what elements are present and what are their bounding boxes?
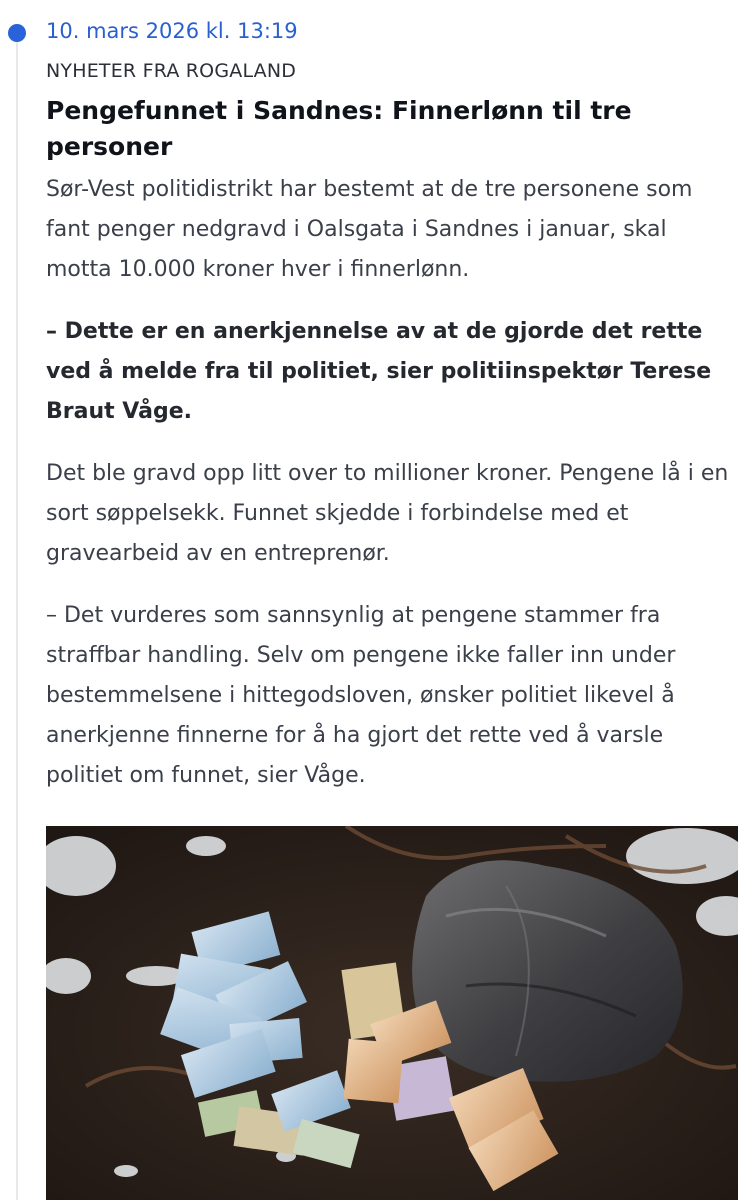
timeline-dot-icon: [8, 24, 26, 42]
article: [46, 56, 736, 796]
post-timestamp[interactable]: 10. mars 2026 kl. 13:19: [46, 19, 298, 43]
category-label: NYHETER FRA ROGALAND: [46, 60, 297, 82]
quote-paragraph: – Dette er en anerkjennelse av at de gjorde det rette ved å melde fra til politiet, sier politiinspektør Terese Braut Våge.: [46, 319, 712, 424]
timeline-line: [16, 40, 18, 1200]
headline[interactable]: Pengefunnet i Sandnes: Finnerlønn til tre personer: [46, 96, 632, 161]
money-in-dirt-illustration: [46, 826, 738, 1200]
body-paragraph: Det ble gravd opp litt over to millioner kroner. Pengene lå i en sort søppelsekk. Funnet skjedde i forbindelse med et gravearbeid av en entreprenør.: [46, 461, 729, 566]
body-paragraph-quote: – Det vurderes som sannsynlig at pengene stammer fra straffbar handling. Selv om pengene ikke faller inn under bestemmelsene i hittegodsloven, ønsker politiet likevel å anerkjenne finnerne for å ha gjort det rette ved å varsle politiet om funnet, sier Våge.: [46, 603, 676, 788]
intro-paragraph: Sør-Vest politidistrikt har bestemt at de tre personene som fant penger nedgravd i Oalsgata i Sandnes i januar, skal motta 10.000 kroner hver i finnerlønn.: [46, 177, 693, 282]
news-photo[interactable]: [46, 826, 738, 1200]
